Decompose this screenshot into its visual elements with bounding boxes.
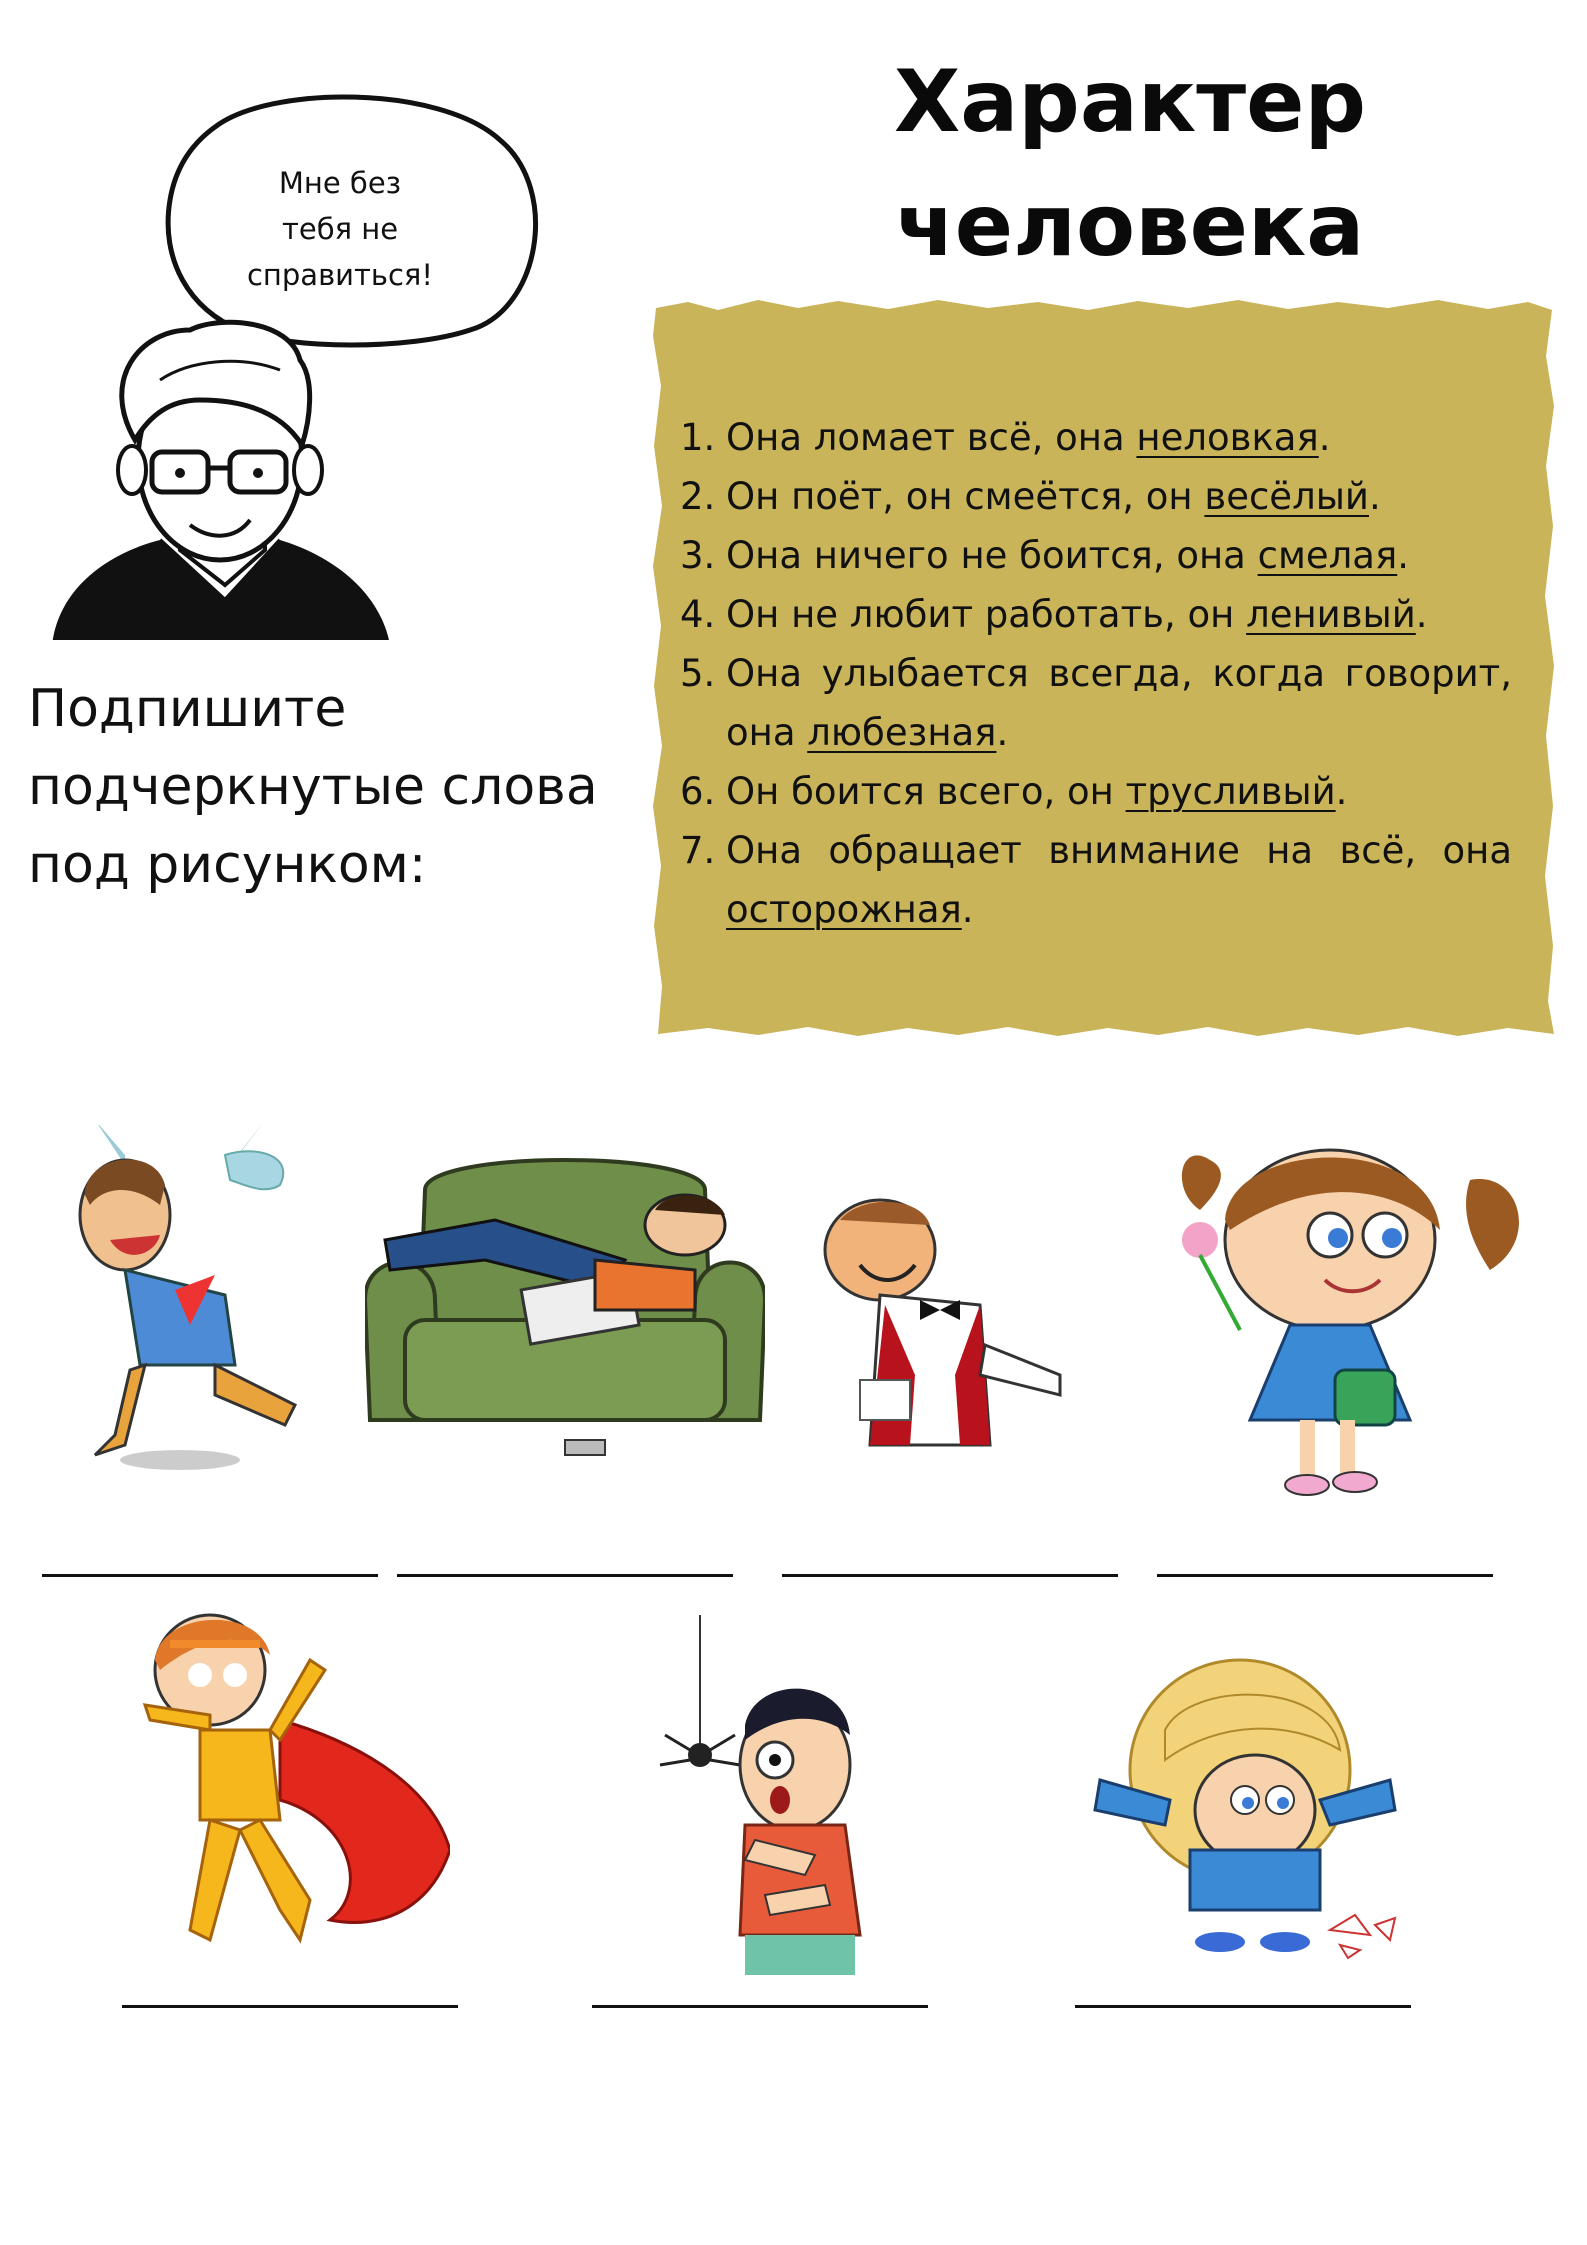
underlined-word: весёлый [1204,475,1369,518]
sentence-item: 6. Он боится всего, он трусливый. [680,770,1348,813]
instruction-line-2: подчеркнутые слова [28,757,598,817]
sentence-item: 5. Она улыбается всегда, когда говорит, она любезная. [680,652,1512,754]
sentence-item: 4. Он не любит работать, он ленивый. [680,593,1428,636]
underlined-word: неловкая [1136,416,1319,459]
lazy-man-on-sofa-illustration [365,1150,765,1480]
page-title [780,40,1480,288]
bubble-line-1: Мне без [278,166,402,200]
title-line-1: Характер [893,52,1367,152]
answer-line-4[interactable] [1157,1574,1493,1577]
answer-line-7[interactable] [1075,2005,1411,2008]
answer-line-1[interactable] [42,1574,378,1577]
scared-boy-with-spider-illustration [645,1615,885,1975]
title-line-2: человека [895,176,1365,276]
underlined-word: осторожная [726,888,962,931]
girl-with-flower-illustration [1170,1130,1540,1510]
answer-line-5[interactable] [122,2005,458,2008]
superhero-girl-illustration [130,1600,450,1980]
instruction-line-3: под рисунком: [28,835,427,895]
underlined-word: смелая [1257,534,1398,577]
thought-bubble-text [200,160,480,298]
underlined-word: ленивый [1246,593,1416,636]
instruction-text [28,670,648,904]
sentences-list [680,408,1512,939]
sentence-item: 3. Она ничего не боится, она смелая. [680,534,1409,577]
polite-waiter-illustration [820,1195,1080,1455]
instruction-line-1: Подпишите [28,679,347,739]
bubble-line-2: тебя не [281,212,399,246]
happy-man-illustration [65,1125,345,1475]
answer-line-2[interactable] [397,1574,733,1577]
bubble-line-3: справиться! [246,258,434,292]
underlined-word: трусливый [1125,770,1336,813]
sentence-item: 2. Он поёт, он смеётся, он весёлый. [680,475,1381,518]
sentence-item: 7. Она обращает внимание на всё, она осторожная. [680,829,1512,931]
clumsy-child-broken-plate-illustration [1090,1650,1400,1960]
sentence-item: 1. Она ломает всё, она неловкая. [680,416,1331,459]
answer-line-3[interactable] [782,1574,1118,1577]
answer-line-6[interactable] [592,2005,928,2008]
underlined-word: любезная [807,711,997,754]
